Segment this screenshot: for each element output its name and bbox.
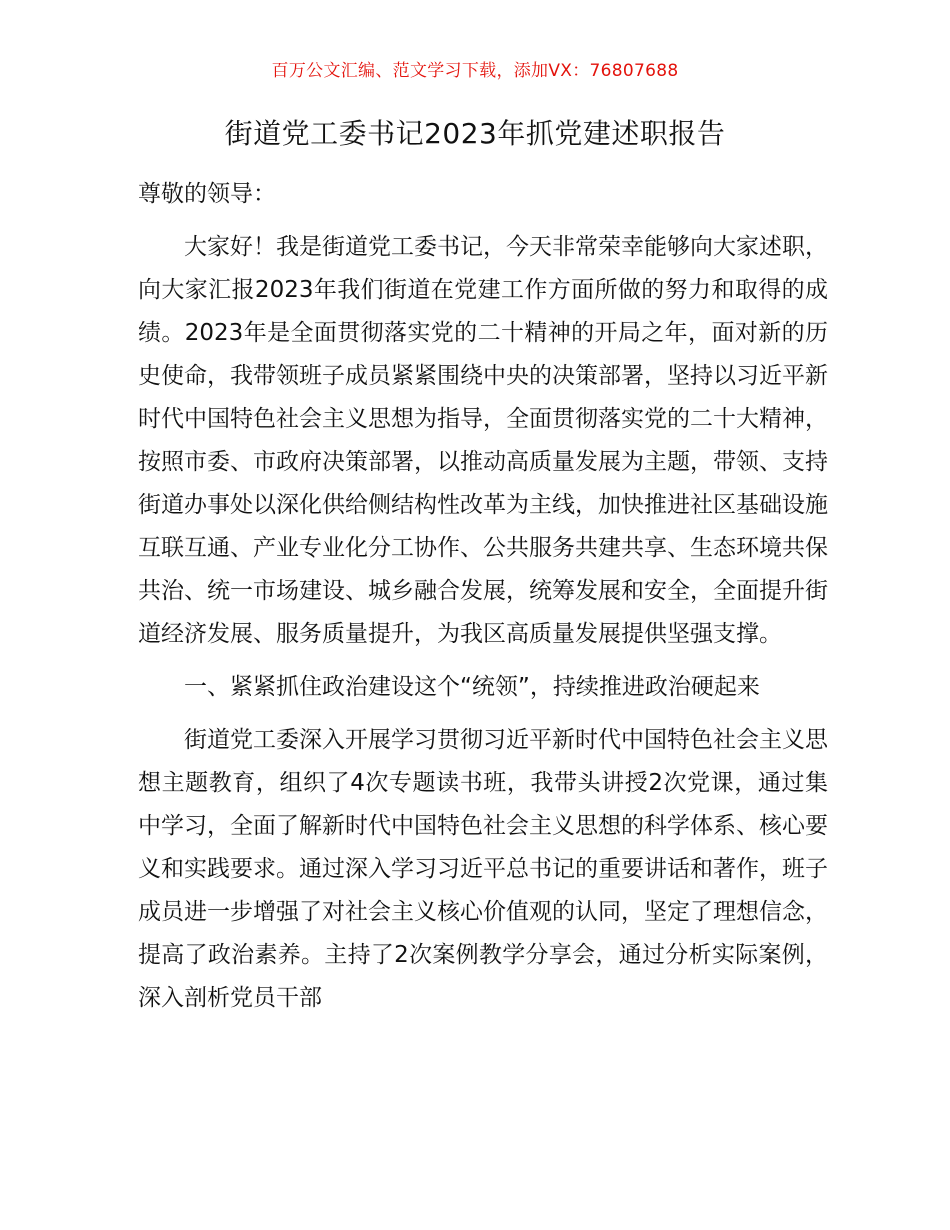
header-watermark-note: 百万公文汇编、范文学习下载，添加VX：76807688: [271, 61, 679, 81]
salutation: 尊敬的领导：: [138, 181, 276, 207]
document-body: [138, 173, 828, 1020]
paragraph-intro: 大家好！我是街道党工委书记，今天非常荣幸能够向大家述职，向大家汇报2023年我们街道在党建工作方面所做的努力和取得的成绩。2023年是全面贯彻落实党的二十精神的开局之年，面对新的历史使命，我带领班子成员紧紧围绕中央的决策部署，坚持以习近平新时代中国特色社会主义思想为指导，全面贯彻落实党的二十大精神，按照市委、市政府决策部署，以推动高质量发展为主题，带领、支持街道办事处以深化供给侧结构性改革为主线，加快推进社区基础设施互联互通、产业专业化分工协作、公共服务共建共享、生态环境共保共治、统一市场建设、城乡融合发展，统筹发展和安全，全面提升街道经济发展、服务质量提升，为我区高质量发展提供坚强支撑。: [138, 234, 828, 647]
section-heading-1: 一、紧紧抓住政治建设这个“统领”，持续推进政治硬起来: [184, 674, 760, 700]
paragraph-section-1: 街道党工委深入开展学习贯彻习近平新时代中国特色社会主义思想主题教育，组织了4次专题读书班，我带头讲授2次党课，通过集中学习，全面了解新时代中国特色社会主义思想的科学体系、核心要义和实践要求。通过深入学习习近平总书记的重要讲话和著作，班子成员进一步增强了对社会主义核心价值观的认同，坚定了理想信念，提高了政治素养。主持了2次案例教学分享会，通过分析实际案例，深入剖析党员干部: [138, 727, 828, 1011]
document-title: 街道党工委书记2023年抓党建述职报告: [224, 117, 726, 150]
